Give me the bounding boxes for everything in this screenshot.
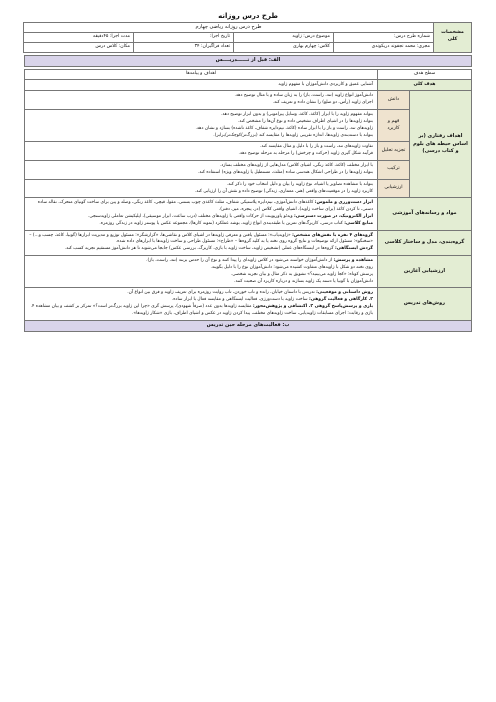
initial-eval-content [25, 256, 378, 288]
main-table [24, 69, 472, 332]
method-text: تدریس با داستان خیابان، رانده و تاب خوردن، تاب روایت روزمره برای تعریف زاویه و فرق بین انواع آن. [127, 290, 317, 296]
design-number: شماره طرح درس: [334, 33, 434, 43]
goal-item: بتواند زاویه‌ها را در طراحی اشکال هندسی ساده (مثلث، مستطیل یا زاویه‌های ویژه) استفاده کند. [197, 169, 373, 175]
teacher-name: مجری: محمد نجفوند دریکوندی [334, 42, 434, 52]
eval-text: روی تخته دو شکل با زاویه‌های متفاوت کشیده می‌شود: دانش‌آموزان نوع را با دلیل بگویند. [210, 264, 373, 270]
materials-content [25, 198, 378, 230]
level-name: دانش [377, 91, 409, 110]
method-key: روش داستانی و موقعیتی: [316, 290, 373, 296]
location: مکان: کلاس درس [23, 42, 133, 52]
method-key: بازی و پرسش‌پاسخ گروهی ۳. اکتشافی و پژوهش‌محور: [252, 304, 373, 310]
level-items [25, 91, 378, 110]
level-name: تجزیه تحلیل [377, 142, 409, 161]
section-b-title: ب: فعالیت‌های مرحله حین تدریس [25, 320, 472, 331]
general-goal-text: آشنایی عمیق و کاربردی دانش‌آموزان با مفهوم زاویه [25, 79, 378, 91]
col-level-header: سطح هدف [377, 69, 471, 79]
grouping-key: گردش ایستگاهی: [335, 246, 373, 252]
specs-label: مشخصات کلی [434, 23, 472, 53]
class-name: کلاس: چهارم بهاری [234, 42, 334, 52]
eval-text: از دانش‌آموزان خواسته می‌شود در کلاس زاویه‌ای را پیدا کنند و نوع آن را حدس بزنند (تند، راست، باز). [146, 258, 334, 264]
eval-text: پرسش کوتاه: «کجا زاویه می‌بینید؟» تشویق به ذکر مثال و بیان تجربه شخصی. [230, 271, 373, 277]
goal-item: بتواند با دسته‌بندی زاویه‌ها، اندازه تقریبی زاویه‌ها را مقایسه کند (بزرگ‌تر/کوچک‌تر/برابر). [213, 132, 373, 138]
level-items [25, 179, 378, 198]
header-subtitle: طرح درس روزانه ریاضی چهارم [23, 23, 433, 33]
methods-content [25, 288, 378, 320]
behavioral-goals-label: اهداف رفتاری (بر اساس حیطه های بلوم و کتاب درسی) [410, 91, 472, 198]
materials-key: ابزار الکترونیک، در صورت دسترسی: [294, 213, 373, 219]
level-items [25, 110, 378, 142]
goal-item: فرآیند شکل گیری زاویه (حرکت و چرخش) را مرحله به مرحله توضیح دهد. [238, 151, 373, 157]
grouping-label: گروه‌بندی، مدل و ساختار کلاسی [377, 230, 471, 255]
goal-item: بتواند مفهوم زاویه را با ابزار (کاغذ، کاغذ، وسایل پیرامونی) و بدون ابزار توضیح دهد. [220, 112, 373, 118]
page-title: طرح درس روزانه [218, 12, 278, 20]
section-a-title: الف: قبل از تــــــدریــــس [25, 55, 472, 66]
level-name: ارزشیابی [377, 179, 409, 198]
grouping-text: «زاویه‌یاب»: مسئول یافتن و معرفی زاویه‌ها در اشیای کلاس و نقاشی‌ها، «گزارشگر»: مسئول توزیع و مدیریت ابزارها (گونیا، کاغذ، چسب و...) – «سخنگو»: مسئول ارائه توضیحات و نتایج گروه روی تخته یا به کلیه گروه‌ها – «طراح»: مسئول طراحی و ساخت زاویه‌ها با ابزارهای داده شده. [29, 232, 373, 245]
method-text: ساخت زاویه با دست‌ورزی، فعالیت ایستگاهی و مقایسه فعال با ابزار ساده. [171, 297, 310, 303]
col-goals-header: اهداف و پیامدها [25, 69, 378, 79]
method-text: مقایسه زاویه‌ها بدون عدد (صرفاً شهودی)، پرسش گری «چرا این زاویه بزرگ‌تر است؟» تمرکز بر کشف و بیان مشاهده ۴. بازی و رقابت: اجرای مسابقات زاویه‌یابی، ساخت زاویه‌های مختلف، پیدا کردن زاویه در عکس و اشیای اطراف، بازی «شکار زاویه‌ها». [30, 304, 373, 316]
header-table [23, 22, 472, 53]
eval-key: مشاهده و پرسش: [333, 258, 373, 264]
goal-item: با ابزار مختلف (کاغذ، کاغذ رنگی، اشیای کلاس) مدل‌هایی از زاویه‌های مختلف بسازد. [219, 163, 373, 169]
lesson-topic: موضوع درس: زاویه [234, 33, 334, 43]
goal-item: زاویه‌های تند، راست و باز را با ابزار ساده (کاغذ، نیم‌دایره شفاف، کاغذ تاشده) بسازد و نشان دهد. [195, 125, 373, 131]
eval-text: دانش‌آموزان با گونیا یا دسته یک زاویه بسازند و درباره کاربرد آن صحبت کنند. [234, 278, 373, 284]
level-name: ترکیب [377, 161, 409, 180]
materials-text: کتاب درسی، کاربرگ‌های تمرین با طبقه‌بندی انواع زاویه، بوشه عملکرد (نمونه کارها)، مجموعه عکس یا پوستر زاویه در زندگی روزمره. [99, 220, 345, 226]
grouping-text: گروه‌ها در ایستگاه‌های عملی (تشخیص زاویه، ساخت زاویه با بازی، کاربرگ، بررسی عکس) جابجا می‌شوند تا هر دانش‌آموز مستقیم تجربه کسب کند. [64, 246, 335, 252]
goal-item: تفاوت زاویه‌های تند، راست و باز را با دلیل و مثال مقایسه کند. [259, 144, 373, 150]
general-goal-label: هدف کلی [377, 79, 471, 91]
goal-item: اجزای زاویه (رأس، دو ضلع) را نشان داده و تعریف کند. [272, 100, 373, 106]
methods-label: روش‌های تدریس [377, 288, 471, 320]
materials-text: کاغذهای دانش‌آموزی، نیم‌دایره پلاستیکی شفاف، مثلث کاغذی چوب بستنی، مقوا، قیچی، کاغذ رنگی، وصله و پین برای ساخت گونیای متحرک، نقاله ساده دستی، تا کردن کاغذ (برای ساخت زاویه)، اشیای واقعی کلاس (در، پنجره، میز، دفتر). [37, 200, 373, 213]
materials-label: مواد و رسانه‌های آموزشی [377, 198, 471, 230]
goal-item: دانش‌آموز انواع زاویه (تند، راست، باز) را به زبان ساده و با مثال توضیح دهد. [234, 93, 373, 99]
student-count: تعداد فراگیران: ۳۴ [134, 42, 234, 52]
initial-eval-label: ارزشیابی آغازین [377, 256, 471, 288]
level-name: فهم و کاربرد [377, 110, 409, 142]
materials-text: ویدئو پاورپوینت از حرکات واقعی با زاویه‌های مختلف (درب ساعت، ابزار موسیقی)، اپلیکیشن تعاملی زاویه‌سنجی. [87, 213, 295, 219]
grouping-content [25, 230, 378, 255]
grouping-key: گروه‌های ۴ نفره با نقش‌های مشخص: [292, 232, 373, 238]
method-key: ۲. کارگاهی و فعالیت گروهی: [309, 297, 373, 303]
level-items [25, 142, 378, 161]
goal-item: بتواند با مشاهده تصاویر یا اشیاء، نوع زاویه را بیان و دلیل انتخاب خود را ذکر کند. [226, 181, 373, 187]
materials-key: منابع کلاسی: [344, 220, 373, 226]
duration: مدت اجرا: ۴۵دقیقه [23, 33, 133, 43]
section-a-bar [24, 55, 472, 67]
materials-key: ابزار دست‌ورزی و ملموس: [314, 200, 373, 206]
goal-item: بتواند زاویه‌ها را در اشیای اطراف تشخیص داده و نوع آن‌ها را مشخص کند. [237, 118, 373, 124]
level-items [25, 161, 378, 180]
goal-item: کاربرد زاویه را در موقعیت‌های واقعی (هنر، معماری، زندگی) توضیح داده و نقش آن را ارزیابی کند. [194, 188, 373, 194]
execution-date: تاریخ اجرا: [134, 33, 234, 43]
